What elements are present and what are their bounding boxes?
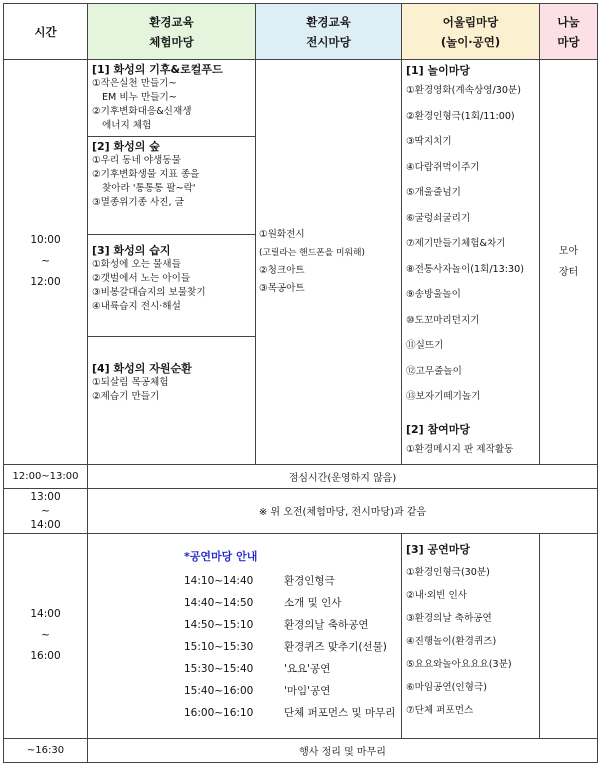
performance-row-5: 15:30~15:40 '요요'공연 — [184, 662, 331, 675]
early-afternoon-time: 13:00 ~ 14:00 — [4, 488, 88, 533]
morning-row — [4, 60, 598, 465]
lunch-text: 점심시간(운영하지 않음) — [88, 464, 598, 488]
closing-time: ~16:30 — [4, 738, 88, 762]
performance-guide-cell — [88, 533, 402, 738]
performance-row-4: 15:10~15:30 환경퀴즈 맞추기(선물) — [184, 640, 387, 653]
experience-section-2: [2] 화성의 숲 ①우리 동네 야생동물 ②기후변화생물 지표 종을 찾아라 '통통통 팔~락' ③멸종위기종 사진, 글 — [88, 136, 255, 234]
morning-time: 10:00 ~ 12:00 — [4, 60, 88, 465]
header-share: 나눔 마당 — [540, 4, 598, 60]
lunch-time: 12:00~13:00 — [4, 464, 88, 488]
together-cell: [1] 놀이마당 ①환경영화(계속상영/30분) ②환경인형극(1회/11:00) ③딱지치기 ④다람쥐먹이주기 ⑤개울줄넘기 ⑥굴렁쇠굴리기 ⑦제기만들기체험&차기 ⑧전통사자놀이(1회/13:30) ⑨송방울놀이 ⑩도꼬마리던지기 ⑪실뜨기 ⑫고무줄놀이 ⑬보자기떼기놀기 [2] 참여마당 ①환경메시지 판 제작활동 — [402, 60, 540, 465]
performance-row-1: 14:10~14:40 환경인형극 — [184, 574, 335, 587]
early-afternoon-row — [4, 488, 598, 533]
experience-cell — [88, 60, 256, 465]
closing-row — [4, 738, 598, 762]
header-row — [4, 4, 598, 60]
performance-row-6: 15:40~16:00 '마임'공연 — [184, 684, 331, 697]
performance-row-2: 14:40~14:50 소개 및 인사 — [184, 596, 342, 609]
exhibit-cell: ①원화전시 (고릴라는 핸드폰을 미워해) ②청크아트 ③목공아트 — [256, 60, 402, 465]
header-exhibit: 환경교육 전시마당 — [256, 4, 402, 60]
afternoon-time: 14:00 ~ 16:00 — [4, 533, 88, 738]
early-afternoon-text: ※ 위 오전(체험마당, 전시마당)과 같음 — [88, 488, 598, 533]
lunch-row — [4, 464, 598, 488]
share-cell: 모아 장터 — [540, 60, 598, 465]
experience-section-1: [1] 화성의 기후&로컬푸드 ①작은실천 만들기~ EM 비누 만들기~ ②기후변화대응&신재생 에너지 체험 — [92, 63, 223, 131]
afternoon-share-cell — [540, 533, 598, 738]
performance-row-7: 16:00~16:10 단체 퍼포먼스 및 마무리 — [184, 706, 396, 719]
header-experience: 환경교육 체험마당 — [88, 4, 256, 60]
performance-guide-title: *공연마당 안내 — [184, 549, 258, 563]
schedule-table — [3, 3, 598, 763]
header-together: 어울림마당 (놀이·공연) — [402, 4, 540, 60]
experience-section-3: [3] 화성의 습지 ①화성에 오는 물새들 ②갯벌에서 노는 아이들 ③비봉갈대습지의 보물찾기 ④내륙습지 전시·해설 — [88, 234, 255, 336]
afternoon-row — [4, 533, 598, 738]
performance-row-3: 14:50~15:10 환경의날 축하공연 — [184, 618, 369, 631]
closing-text: 행사 정리 및 마무리 — [88, 738, 598, 762]
experience-section-4: [4] 화성의 자원순환 ①되살림 목공체험 ②제습기 만들기 — [88, 336, 255, 433]
header-time: 시간 — [4, 4, 88, 60]
performance-section-cell: [3] 공연마당 ①환경인형극(30분) ②내·외빈 인사 ③환경의날 축하공연 ④진행놀이(환경퀴즈) ⑤요요와놀아요요요(3분) ⑥마임공연(인형극) ⑦단체 퍼포먼스 — [402, 533, 540, 738]
